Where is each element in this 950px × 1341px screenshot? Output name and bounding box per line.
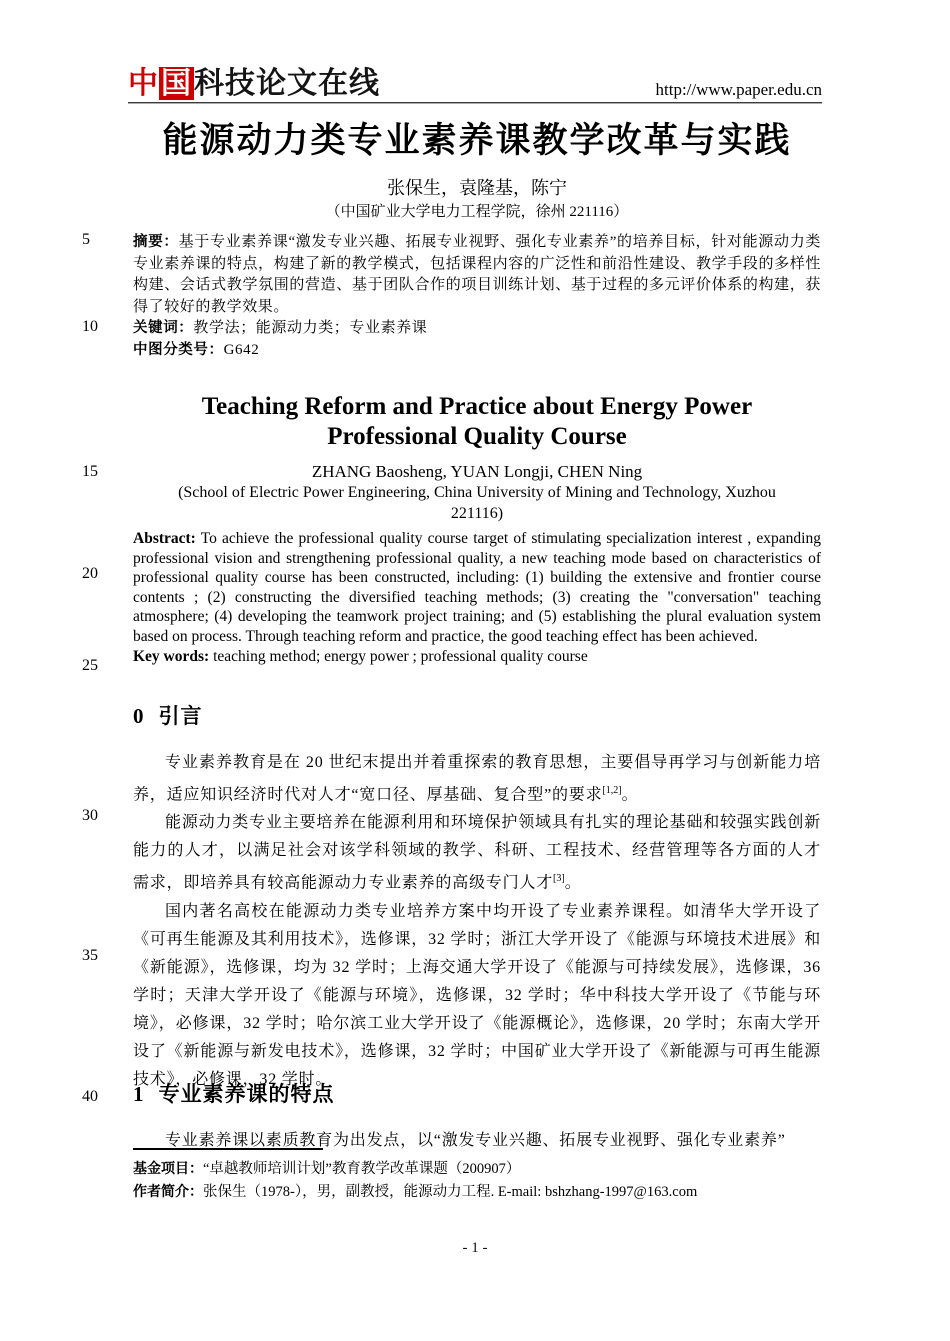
abstract-cn-text: 基于专业素养课“激发专业兴趣、拓展专业视野、强化专业素养”的培养目标，针对能源动力类专业素养课的特点，构建了新的教学模式，包括课程内容的广泛性和前沿性建设、教学手段的多样性构建、会话式教学氛围的营造、基于团队合作的项目训练计划、基于过程的多元评价体系的构建，获得了较好的教学效果。: [133, 234, 821, 315]
clc-label: 中图分类号：: [133, 341, 224, 358]
line-number: 5: [82, 231, 90, 248]
clc-number: [133, 340, 821, 362]
section-1-paragraph-1: 专业素养课以素质教育为出发点，以“激发专业兴趣、拓展专业视野、强化专业素养”: [165, 1132, 786, 1149]
paper-title-en-line1: Teaching Reform and Practice about Energy Power: [201, 393, 753, 420]
paper-title-en-line2: Professional Quality Course: [327, 423, 627, 450]
paper-title-cn: 能源动力类专业素养课教学改革与实践: [162, 121, 792, 160]
logo-char-zhong: 中: [128, 67, 159, 100]
keywords-cn-label: 关键词：: [133, 320, 194, 336]
header-rule: [128, 102, 822, 104]
paper-title-en: [133, 392, 821, 452]
authors-en: ZHANG Baosheng, YUAN Longji, CHEN Ning: [311, 462, 643, 481]
line-number: 15: [82, 463, 98, 480]
section-0-number: 0: [133, 704, 144, 728]
line-number: 10: [82, 318, 98, 335]
line-number: 35: [82, 947, 98, 964]
keywords-cn-text: 教学法；能源动力类；专业素养课: [193, 320, 428, 336]
section-1-number: 1: [133, 1082, 144, 1106]
abstract-cn: [133, 232, 821, 318]
chinese-head-block: [133, 118, 821, 361]
author-bio-text: 张保生（1978-），男，副教授，能源动力工程. E-mail: bshzhang-1997@163.com: [203, 1184, 698, 1200]
affiliation-en-line2: 221116): [450, 505, 504, 522]
site-logo: [128, 66, 380, 102]
line-number: 20: [82, 565, 98, 582]
page-header: [128, 56, 822, 102]
affiliation-en-line1: (School of Electric Power Engineering, China University of Mining and Technology, Xuzhou: [178, 484, 776, 501]
abstract-cn-label: 摘要：: [133, 234, 179, 250]
abstract-en: [133, 529, 821, 647]
intro-paragraph-3: 国内著名高校在能源动力类专业培养方案中均开设了专业素养课程。如清华大学开设了《可再生能源及其利用技术》，选修课，32 学时；浙江大学开设了《能源与环境技术进展》和《新能源》，选修课，均为 32 学时；上海交通大学开设了《能源与可持续发展》，选修课，36 学时；天津大学开设了《能源与环境》，选修课，32 学时；华中科技大学开设了《节能与环境》，必修课，32 学时；哈尔滨工业大学开设了《能源概论》，选修课，20 学时；东南大学开设了《新能源与新发电技术》，选修课，32 学时；中国矿业大学开设了《新能源与可再生能源技术》，必修课，32 学时。: [133, 902, 821, 1088]
intro-paragraph-2-end: 。: [564, 874, 582, 892]
author-bio-line: [133, 1180, 821, 1203]
keywords-en: [133, 647, 821, 667]
section-introduction: [133, 702, 821, 1094]
clc-text: G642: [223, 341, 260, 358]
section-1-heading: [133, 1080, 821, 1111]
abstract-en-label: Abstract:: [133, 530, 196, 547]
keywords-en-label: Key words:: [133, 647, 210, 665]
section-characteristics: [133, 1080, 821, 1155]
line-number: 25: [82, 657, 98, 674]
affiliation-cn: （中国矿业大学电力工程学院，徐州 221116）: [325, 204, 629, 220]
intro-paragraph-1-end: 。: [621, 786, 639, 804]
fund-project-line: [133, 1157, 821, 1180]
site-url-link[interactable]: http://www.paper.edu.cn: [655, 80, 822, 99]
section-1-title: 专业素养课的特点: [158, 1083, 335, 1106]
english-head-block: [133, 392, 821, 666]
footnote-separator: [133, 1148, 323, 1150]
intro-paragraph-2: [133, 809, 821, 897]
section-0-heading: [133, 702, 821, 733]
fund-project-label: 基金项目：: [133, 1160, 203, 1176]
line-number: 40: [82, 1088, 98, 1105]
keywords-en-text: teaching method; energy power ; professional quality course: [209, 647, 588, 665]
citation-ref-1-2: [1,2]: [602, 785, 622, 796]
intro-paragraph-1: [133, 749, 821, 809]
intro-paragraph-1-text: 专业素养教育是在 20 世纪末提出并着重探索的教育思想，主要倡导再学习与创新能力培养，适应知识经济时代对人才“宽口径、厚基础、复合型”的要求: [133, 754, 821, 804]
authors-cn: 张保生，袁隆基，陈宁: [387, 178, 567, 198]
section-0-title: 引言: [158, 705, 203, 728]
citation-ref-3: [3]: [553, 873, 565, 885]
affiliation-en: [133, 482, 821, 524]
fund-project-text: “卓越教师培训计划”教育教学改革课题（200907）: [203, 1161, 521, 1177]
page-number: - 1 -: [462, 1240, 488, 1256]
abstract-en-text: To achieve the professional quality course target of stimulating specialization interest , expanding professional vision and strengthening professional quality, a new teaching mode based on characteristics of professional quality course has been constructed, including: (1) building the extensive and frontier course contents ; (2) constructing the diversified teaching methods; (3) creating the "conversation" teaching atmosphere; (4) developing the teamwork project training; and (5) establishing the plural evaluation system based on process. Through teaching reform and practice, the good teaching effect has been achieved.: [133, 530, 821, 645]
footnote-block: [133, 1148, 821, 1203]
logo-text: 科技论文在线: [194, 67, 380, 100]
logo-char-guo: 国: [161, 67, 192, 100]
intro-paragraph-2-text: 能源动力类专业主要培养在能源利用和环境保护领域具有扎实的理论基础和较强实践创新能力的人才，以满足社会对该学科领域的教学、科研、工程技术、经营管理等各方面的人才需求，即培养具有较高能源动力专业素养的高级专门人才: [133, 814, 821, 892]
author-bio-label: 作者简介：: [133, 1183, 203, 1199]
keywords-cn: [133, 318, 821, 340]
line-number: 30: [82, 807, 98, 824]
